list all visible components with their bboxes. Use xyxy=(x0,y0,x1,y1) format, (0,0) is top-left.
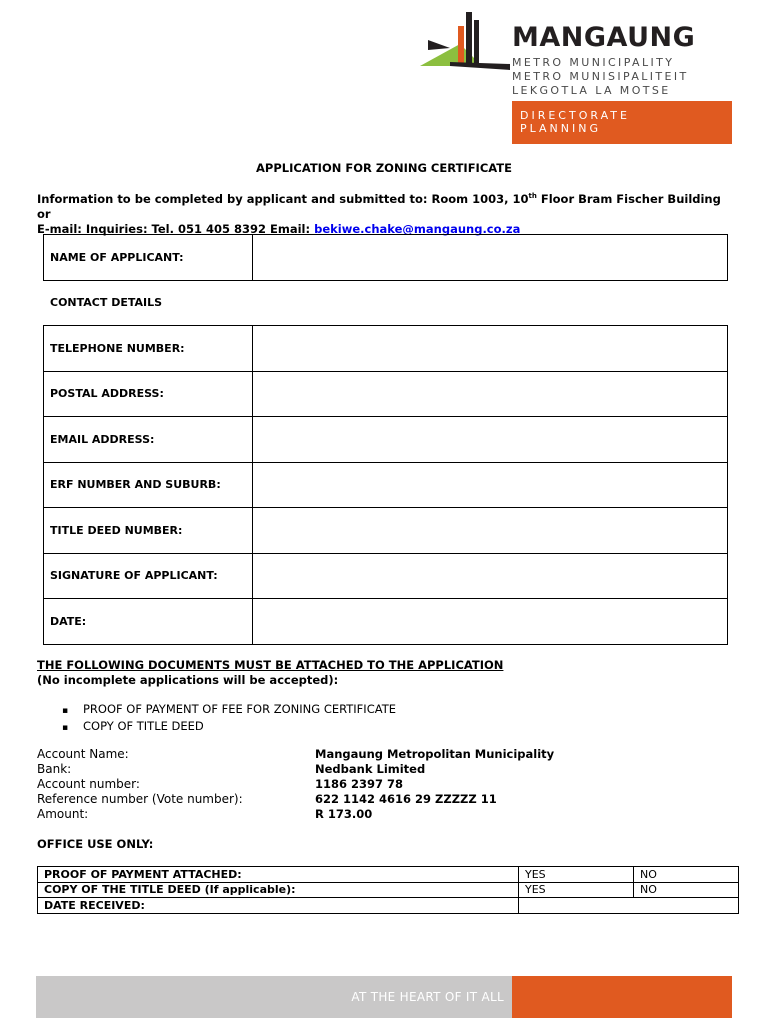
contact-details-table xyxy=(43,325,728,645)
bank-key: Amount: xyxy=(37,807,89,821)
intro-superscript: th xyxy=(528,192,537,200)
brand-line-sesotho: LEKGOTLA LA MOTSE xyxy=(512,84,671,97)
bank-value: Mangaung Metropolitan Municipality xyxy=(315,747,555,761)
office-label: COPY OF THE TITLE DEED (If applicable): xyxy=(38,882,519,898)
list-item: ▪ COPY OF TITLE DEED xyxy=(62,719,396,736)
table-row xyxy=(44,417,728,463)
submission-instructions xyxy=(37,189,737,237)
office-use-heading: OFFICE USE ONLY: xyxy=(37,837,154,851)
table-row xyxy=(44,508,728,554)
bank-value: 622 1142 4616 29 ZZZZZ 11 xyxy=(315,792,497,806)
field-label: TITLE DEED NUMBER: xyxy=(44,508,253,554)
table-row xyxy=(38,867,739,883)
office-label: DATE RECEIVED: xyxy=(38,898,519,914)
directorate-line2: PLANNING xyxy=(520,122,601,135)
bank-key: Account Name: xyxy=(37,747,129,761)
field-label: POSTAL ADDRESS: xyxy=(44,371,253,417)
directorate-banner xyxy=(512,101,732,144)
bank-row xyxy=(37,762,554,777)
footer-banner xyxy=(36,976,732,1018)
bank-value: Nedbank Limited xyxy=(315,762,426,776)
table-row xyxy=(44,553,728,599)
footer-grey-band xyxy=(36,976,512,1018)
table-row xyxy=(44,462,728,508)
date-received-field[interactable] xyxy=(519,898,739,914)
bank-key: Bank: xyxy=(37,762,72,776)
field-label: TELEPHONE NUMBER: xyxy=(44,326,253,372)
field-label: NAME OF APPLICANT: xyxy=(44,235,253,281)
table-row xyxy=(44,599,728,645)
required-documents-note: (No incomplete applications will be accepted): xyxy=(37,673,339,687)
bank-row xyxy=(37,792,554,807)
applicant-table xyxy=(43,234,728,281)
bank-row xyxy=(37,777,554,792)
name-field[interactable] xyxy=(253,235,728,281)
office-label: PROOF OF PAYMENT ATTACHED: xyxy=(38,867,519,883)
brand-line-afrikaans: METRO MUNISIPALITEIT xyxy=(512,70,689,83)
table-row xyxy=(38,898,739,914)
office-use-table xyxy=(37,866,739,914)
table-row xyxy=(44,326,728,372)
no-option[interactable]: NO xyxy=(634,867,739,883)
email-field[interactable] xyxy=(253,417,728,463)
brand-name: MANGAUNG xyxy=(512,22,696,53)
list-item: ▪ PROOF OF PAYMENT OF FEE FOR ZONING CERTIFICATE xyxy=(62,702,396,719)
bank-key: Reference number (Vote number): xyxy=(37,792,243,806)
directorate-line1: DIRECTORATE xyxy=(520,109,630,122)
yes-option[interactable]: YES xyxy=(519,867,634,883)
email-link[interactable]: bekiwe.chake@mangaung.co.za xyxy=(314,221,521,236)
brand-line-english: METRO MUNICIPALITY xyxy=(512,56,675,69)
intro-line1-a: Information to be completed by applicant and submitted to: Room 1003, 10 xyxy=(37,191,529,206)
bank-row xyxy=(37,807,554,822)
bank-key: Account number: xyxy=(37,777,140,791)
field-label: ERF NUMBER AND SUBURB: xyxy=(44,462,253,508)
yes-option[interactable]: YES xyxy=(519,882,634,898)
no-option[interactable]: NO xyxy=(634,882,739,898)
date-field[interactable] xyxy=(253,599,728,645)
signature-field[interactable] xyxy=(253,553,728,599)
form-title: APPLICATION FOR ZONING CERTIFICATE xyxy=(256,161,512,175)
contact-details-heading: CONTACT DETAILS xyxy=(50,296,163,309)
city-skyline-logo-icon xyxy=(420,8,512,70)
bank-value: 1186 2397 78 xyxy=(315,777,404,791)
table-row xyxy=(38,882,739,898)
title-deed-field[interactable] xyxy=(253,508,728,554)
table-row xyxy=(44,371,728,417)
field-label: SIGNATURE OF APPLICANT: xyxy=(44,553,253,599)
field-label: DATE: xyxy=(44,599,253,645)
municipality-logo xyxy=(420,8,740,100)
bank-row xyxy=(37,747,554,762)
footer-slogan: AT THE HEART OF IT ALL xyxy=(351,990,504,1004)
required-documents-heading: THE FOLLOWING DOCUMENTS MUST BE ATTACHED TO THE APPLICATION xyxy=(37,658,504,672)
postal-address-field[interactable] xyxy=(253,371,728,417)
intro-line2: E-mail: Inquiries: Tel. 051 405 8392 Email: xyxy=(37,221,315,236)
intro-line1-b: Floor Bram Fischer Building or xyxy=(37,191,721,221)
bank-details xyxy=(37,747,554,822)
field-label: EMAIL ADDRESS: xyxy=(44,417,253,463)
required-documents-list xyxy=(62,702,396,736)
telephone-field[interactable] xyxy=(253,326,728,372)
bank-value: R 173.00 xyxy=(315,807,373,821)
erf-number-field[interactable] xyxy=(253,462,728,508)
footer-orange-band xyxy=(512,976,732,1018)
table-row xyxy=(44,235,728,281)
